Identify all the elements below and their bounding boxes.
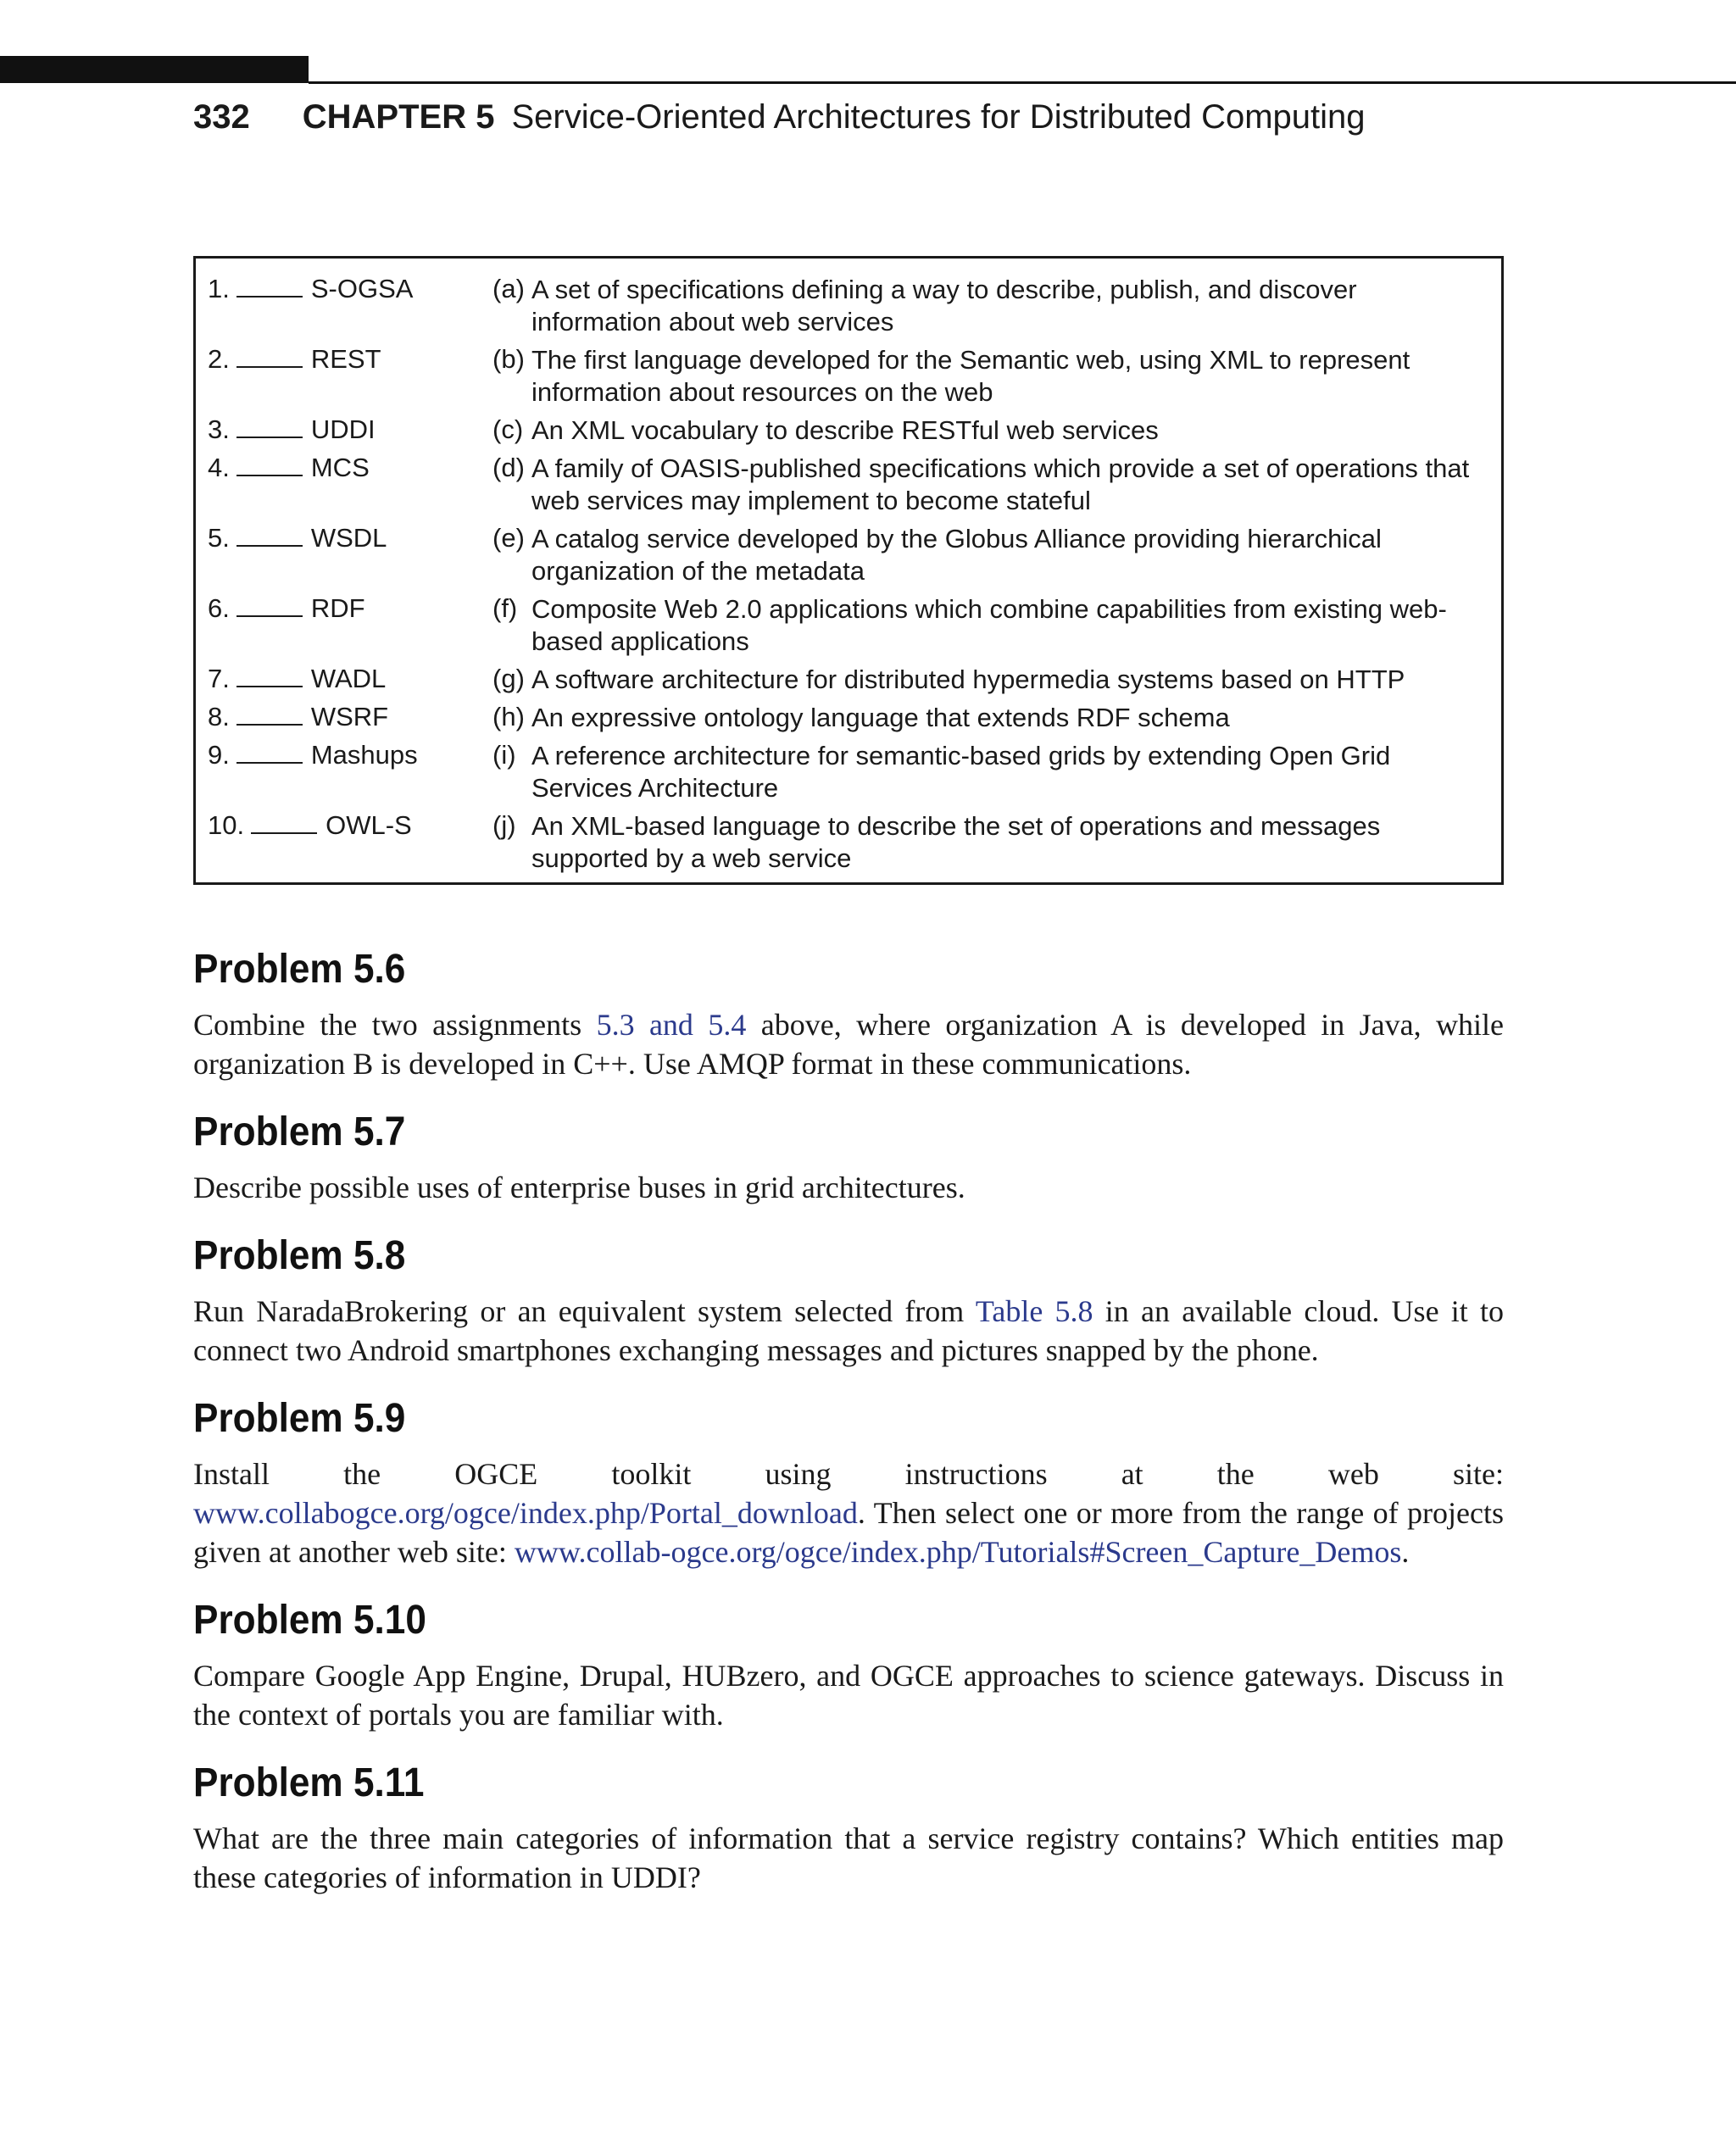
- term-number: 9.: [208, 740, 230, 770]
- problem-5-8-body: [193, 1292, 1504, 1370]
- definition-letter: (j): [492, 810, 516, 840]
- term-label: S-OGSA: [310, 274, 414, 303]
- answer-blank[interactable]: [236, 344, 303, 368]
- definition-letter: (b): [492, 344, 525, 374]
- term-label: UDDI: [310, 414, 376, 444]
- term-number: 8.: [208, 702, 230, 731]
- body-text: . Then select one or more from the range of projects given at another web site:: [193, 1496, 1504, 1569]
- problem-5-7-title: Problem 5.7: [193, 1109, 406, 1154]
- header-rule: [309, 81, 1736, 84]
- term-number: 6.: [208, 593, 230, 623]
- term-number: 4.: [208, 453, 230, 482]
- answer-blank[interactable]: [236, 414, 303, 438]
- problem-5-10-title: Problem 5.10: [193, 1598, 426, 1643]
- body-text: .: [1401, 1535, 1410, 1569]
- chapter-title: Service-Oriented Architectures for Distributed Computing: [511, 97, 1366, 136]
- term-label: RDF: [310, 593, 365, 623]
- url-link[interactable]: www.collab-ogce.org/ogce/index.php/Tutorials#Screen_Capture_Demos: [514, 1535, 1402, 1569]
- problem-5-8-title: Problem 5.8: [193, 1233, 406, 1278]
- url-link[interactable]: www.collabogce.org/ogce/index.php/Portal_download: [193, 1496, 858, 1530]
- problem-5-7-body: Describe possible uses of enterprise buses in grid architectures.: [193, 1171, 965, 1204]
- answer-blank[interactable]: [236, 523, 303, 547]
- definition-text: An XML-based language to describe the set of operations and messages supported by a web service: [531, 811, 1381, 873]
- definition-text: A reference architecture for semantic-based grids by extending Open Grid Services Architecture: [531, 741, 1391, 803]
- body-text: above, where organization A is developed in Java, while organization B is developed in C++. Use AMQP format in these communications.: [193, 1008, 1505, 1081]
- term-label: REST: [310, 344, 381, 374]
- definition-text: A family of OASIS-published specifications which provide a set of operations that web services may implement to become stateful: [531, 453, 1470, 515]
- cross-reference-link[interactable]: Table 5.8: [975, 1294, 1093, 1328]
- definition-letter: (a): [492, 274, 525, 303]
- answer-blank[interactable]: [236, 702, 303, 726]
- term-label: WSRF: [310, 702, 389, 731]
- term-label: WSDL: [310, 523, 387, 553]
- body-text: Install the OGCE toolkit using instructions at the web site:: [193, 1457, 1504, 1491]
- chapter-label: CHAPTER 5: [302, 97, 495, 136]
- definition-letter: (g): [492, 664, 525, 693]
- term-number: 2.: [208, 344, 230, 374]
- term-number: 1.: [208, 274, 230, 303]
- page-number: 332: [193, 97, 250, 136]
- term-number: 3.: [208, 414, 230, 444]
- problem-5-11-body: What are the three main categories of information that a service registry contains? Which entities map these categories of information in UDDI?: [193, 1821, 1504, 1894]
- term-number: 10.: [208, 810, 245, 840]
- definition-text: An expressive ontology language that extends RDF schema: [531, 703, 1230, 732]
- term-label: WADL: [310, 664, 387, 693]
- problem-5-6-title: Problem 5.6: [193, 947, 406, 992]
- definition-letter: (i): [492, 740, 516, 770]
- definition-text: A catalog service developed by the Globus Alliance providing hierarchical organization of the metadata: [531, 524, 1382, 586]
- problem-5-10-body: Compare Google App Engine, Drupal, HUBzero, and OGCE approaches to science gateways. Discuss in the context of portals you are familiar with.: [193, 1659, 1504, 1732]
- problem-5-11-title: Problem 5.11: [193, 1760, 425, 1805]
- answer-blank[interactable]: [236, 740, 303, 764]
- definition-letter: (d): [492, 453, 525, 482]
- definition-text: An XML vocabulary to describe RESTful web services: [531, 415, 1159, 445]
- definition-letter: (f): [492, 593, 518, 623]
- problem-5-6-body: [193, 1005, 1504, 1083]
- cross-reference-link[interactable]: 5.3 and 5.4: [596, 1008, 747, 1042]
- body-text: Run NaradaBrokering or an equivalent system selected from: [193, 1294, 976, 1328]
- matching-exercise-box: [193, 256, 1504, 885]
- definition-text: Composite Web 2.0 applications which combine capabilities from existing web-based applications: [531, 594, 1447, 656]
- answer-blank[interactable]: [236, 664, 303, 687]
- definition-letter: (c): [492, 414, 524, 444]
- definition-text: A set of specifications defining a way to describe, publish, and discover information about web services: [531, 275, 1357, 336]
- answer-blank[interactable]: [236, 453, 303, 476]
- answer-blank[interactable]: [236, 593, 303, 617]
- definition-letter: (e): [492, 523, 525, 553]
- running-head: [193, 90, 1366, 144]
- body-text: in an available cloud. Use it to connect two Android smartphones exchanging messages and pictures snapped by the phone.: [193, 1294, 1504, 1367]
- problem-5-9-title: Problem 5.9: [193, 1396, 406, 1441]
- header-black-bar: [0, 56, 309, 83]
- definition-text: A software architecture for distributed hypermedia systems based on HTTP: [531, 665, 1405, 694]
- term-label: Mashups: [310, 740, 418, 770]
- term-number: 5.: [208, 523, 230, 553]
- definition-text: The first language developed for the Semantic web, using XML to represent information about resources on the web: [531, 345, 1410, 407]
- term-number: 7.: [208, 664, 230, 693]
- answer-blank[interactable]: [251, 810, 317, 834]
- definition-letter: (h): [492, 702, 525, 731]
- problem-5-9-body: [193, 1454, 1504, 1571]
- answer-blank[interactable]: [236, 274, 303, 298]
- term-label: MCS: [310, 453, 370, 482]
- body-text: Combine the two assignments: [193, 1008, 597, 1042]
- term-label: OWL-S: [326, 810, 412, 840]
